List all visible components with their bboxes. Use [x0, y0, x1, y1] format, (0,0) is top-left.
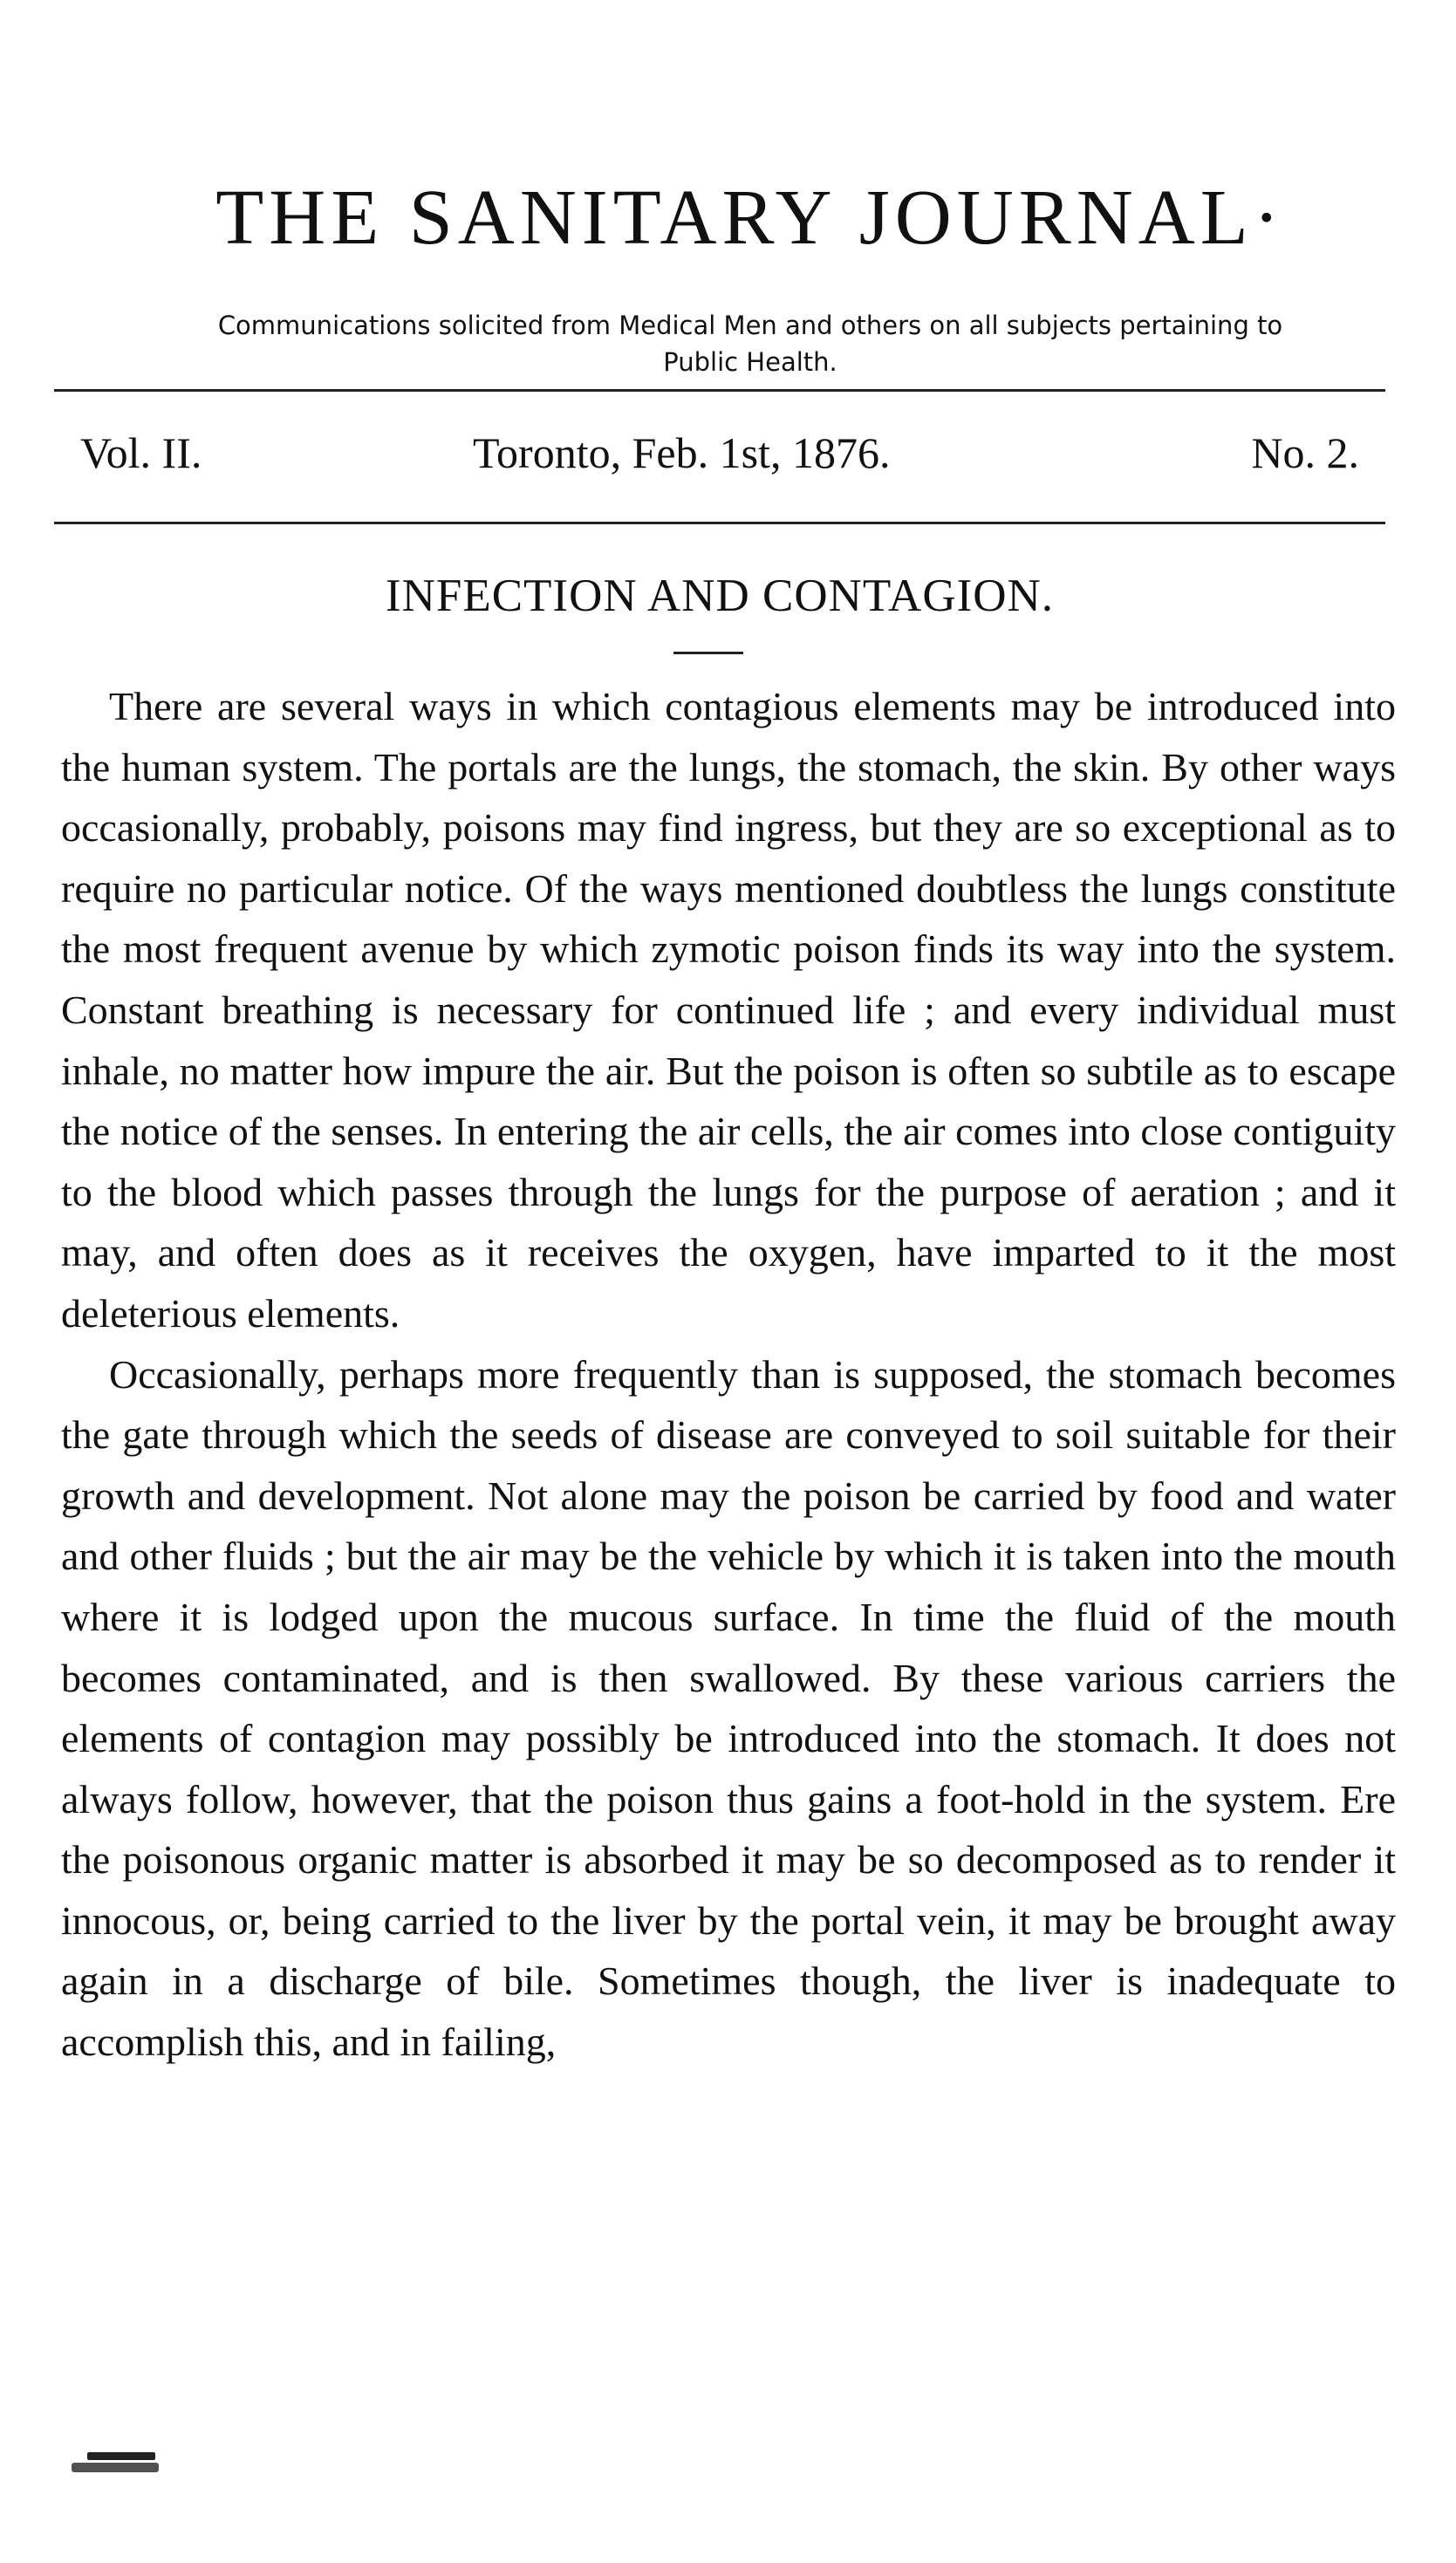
article-body [61, 676, 1396, 2073]
journal-title: THE SANITARY JOURNAL· [215, 174, 1285, 261]
submission-notice [105, 307, 1396, 380]
article-title: INFECTION AND CONTAGION. [385, 571, 1055, 621]
article-paragraph-2: Occasionally, perhaps more frequently than is supposed, the stomach becomes the gate through which the seeds of disease are conveyed to soil suitable for their growth and development. Not alone may the poison be carried by food and water and other fluids ; but the air may be the vehicle by which it is taken into the mouth where it is lodged upon the mucous surface. In time the fluid of the mouth becomes contaminated, and is then swallowed. By these various carriers the elements of contagion may possibly be introduced into the stomach. It does not always follow, however, that the poison thus gains a foot-hold in the system. Ere the poisonous organic matter is absorbed it may be so decomposed as to render it innocous, or, being carried to the liver by the portal vein, it may be brought away again in a discharge of bile. Sometimes though, the liver is inadequate to accomplish this, and in failing, [61, 1351, 1396, 2065]
ink-smudge-mark [61, 2447, 166, 2473]
submission-notice-line-1: Communications solicited from Medical Men and others on all subjects pertaining to [217, 311, 1283, 340]
issue-number: No. 2. [1251, 428, 1359, 477]
bottom-divider [54, 522, 1385, 524]
submission-notice-line-2: Public Health. [663, 347, 837, 377]
title-underline [673, 652, 743, 654]
top-divider [54, 389, 1385, 392]
issue-date: Toronto, Feb. 1st, 1876. [473, 428, 891, 477]
volume-label: Vol. II. [80, 428, 202, 477]
article-paragraph-1: There are several ways in which contagious elements may be introduced into the human system. The portals are the lungs, the stomach, the skin. By other ways occasionally, probably, poisons may find ingress, but they are so exceptional as to require no particular notice. Of the ways mentioned doubtless the lungs constitute the most frequent avenue by which zymotic poison finds its way into the system. Constant breathing is necessary for continued life ; and every individual must inhale, no matter how impure the air. But the poison is often so subtile as to escape the notice of the senses. In entering the air cells, the air comes into close contiguity to the blood which passes through the lungs for the purpose of aeration ; and it may, and often does as it receives the oxygen, have imparted to it the most deleterious elements. [61, 684, 1396, 1336]
issue-info [54, 422, 1385, 483]
